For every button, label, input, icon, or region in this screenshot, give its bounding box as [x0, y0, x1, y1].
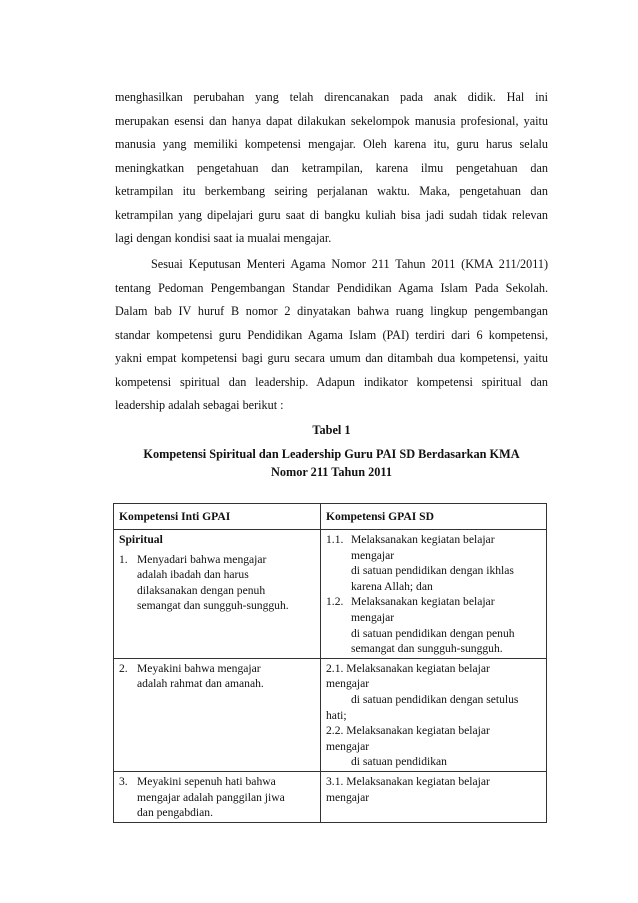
cell-text: di satuan pendidikan dengan penuh	[351, 626, 515, 640]
text-line: tentang Pedoman Pengembangan Standar Pendidikan Agama Islam Pada Sekolah.	[115, 280, 548, 295]
text-line: lagi dengan kondisi saat ia mualai mengajar.	[115, 231, 332, 245]
cell-text: 2.2. Melaksanakan kegiatan belajar	[326, 724, 490, 738]
table-caption	[115, 421, 548, 482]
item-number: 1.2.	[326, 595, 344, 609]
header-col-1: Kompetensi Inti GPAI	[114, 504, 321, 530]
paragraph-1	[115, 86, 548, 251]
cell-text: mengajar	[326, 739, 370, 753]
cell-text: karena Allah; dan	[351, 579, 433, 593]
cell-text: Menyadari bahwa mengajar	[137, 552, 267, 566]
cell-text: mengajar adalah panggilan jiwa	[137, 790, 285, 804]
cell-text: mengajar	[351, 548, 395, 562]
text-line: kompetensi spiritual dan leadership. Adapun indikator kompetensi spiritual dan	[115, 374, 548, 389]
cell-text: 2.1. Melaksanakan kegiatan belajar	[326, 661, 490, 675]
item-number: 1.	[119, 552, 128, 566]
cell-text: 3.1. Melaksanakan kegiatan belajar	[326, 774, 490, 788]
item-number: 1.1.	[326, 533, 344, 546]
table-title-line-2: Nomor 211 Tahun 2011	[270, 465, 393, 479]
text-line: ketrampilan itu berkembang seiring perjalanan waktu. Maka, pengetahuan dan	[115, 184, 548, 198]
competency-table	[113, 503, 547, 823]
text-line: menghasilkan perubahan yang telah direncanakan pada anak didik. Hal ini	[115, 90, 548, 104]
cell-text: Meyakini bahwa mengajar	[137, 661, 261, 675]
table-row	[114, 658, 547, 771]
cell-text: dan pengabdian.	[137, 806, 213, 820]
text-line: manusia yang memiliki kompetensi mengajar. Oleh karena itu, guru harus selalu	[115, 137, 548, 151]
table-header-row	[114, 504, 547, 530]
table-cell	[321, 530, 547, 659]
text-line: Sesuai Keputusan Menteri Agama Nomor 211 Tahun 2011 (KMA 211/2011)	[151, 257, 548, 271]
text-line: standar kompetensi guru Pendidikan Agama Islam (PAI) terdiri dari 6 kompetensi,	[115, 327, 548, 342]
table-row	[114, 771, 547, 822]
table-cell	[114, 658, 321, 771]
list-item	[326, 594, 541, 610]
cell-text: hati;	[326, 708, 347, 722]
cell-text: Melaksanakan kegiatan belajar	[351, 595, 495, 609]
text-line: leadership adalah sebagai berikut :	[115, 398, 284, 412]
cell-text: mengajar	[326, 677, 370, 691]
cell-text: semangat dan sungguh-sungguh.	[137, 599, 289, 613]
paragraph-2	[115, 253, 548, 418]
item-number: 2.	[119, 661, 128, 675]
text-line: meningkatkan pengetahuan dan ketrampilan, karena ilmu pengetahuan dan	[115, 160, 548, 175]
table-title-line-1: Kompetensi Spiritual dan Leadership Guru PAI SD Berdasarkan KMA	[143, 446, 520, 461]
text-line: Dalam bab IV huruf B nomor 2 dinyatakan bahwa ruang lingkup pengembangan	[115, 304, 548, 318]
text-line: merupakan esensi dan hanya dapat dilakukan sekelompok manusia profesional, yaitu	[115, 113, 548, 128]
section-label: Spiritual	[119, 533, 163, 546]
text-line: yakni empat kompetensi bagi guru secara umum dan ditambah dua kompetensi, yaitu	[115, 351, 548, 365]
item-number: 3.	[119, 774, 128, 788]
cell-text: mengajar	[326, 790, 370, 804]
table-cell	[321, 771, 547, 822]
cell-text: di satuan pendidikan dengan ikhlas	[351, 564, 514, 578]
cell-text: Melaksanakan kegiatan belajar	[351, 533, 495, 546]
table-cell	[321, 658, 547, 771]
cell-text: di satuan pendidikan dengan setulus	[351, 692, 519, 706]
cell-text: adalah rahmat dan amanah.	[137, 677, 264, 691]
cell-text: semangat dan sungguh-sungguh.	[351, 642, 503, 656]
text-line: ketrampilan yang dipelajari guru saat di bangku kuliah bisa jadi sudah tidak relevan	[115, 207, 548, 222]
cell-text: di satuan pendidikan	[351, 755, 447, 769]
list-item	[119, 552, 315, 614]
list-item	[119, 661, 315, 692]
table-label: Tabel 1	[312, 423, 351, 437]
cell-text: Meyakini sepenuh hati bahwa	[137, 774, 276, 788]
header-col-2: Kompetensi GPAI SD	[321, 504, 547, 530]
table-cell	[114, 771, 321, 822]
list-item	[119, 774, 315, 821]
table-cell	[114, 530, 321, 659]
list-item	[326, 532, 541, 548]
cell-text: dilaksanakan dengan penuh	[137, 583, 266, 597]
cell-text: mengajar	[351, 610, 395, 624]
table-row	[114, 530, 547, 659]
cell-text: adalah ibadah dan harus	[137, 568, 249, 582]
